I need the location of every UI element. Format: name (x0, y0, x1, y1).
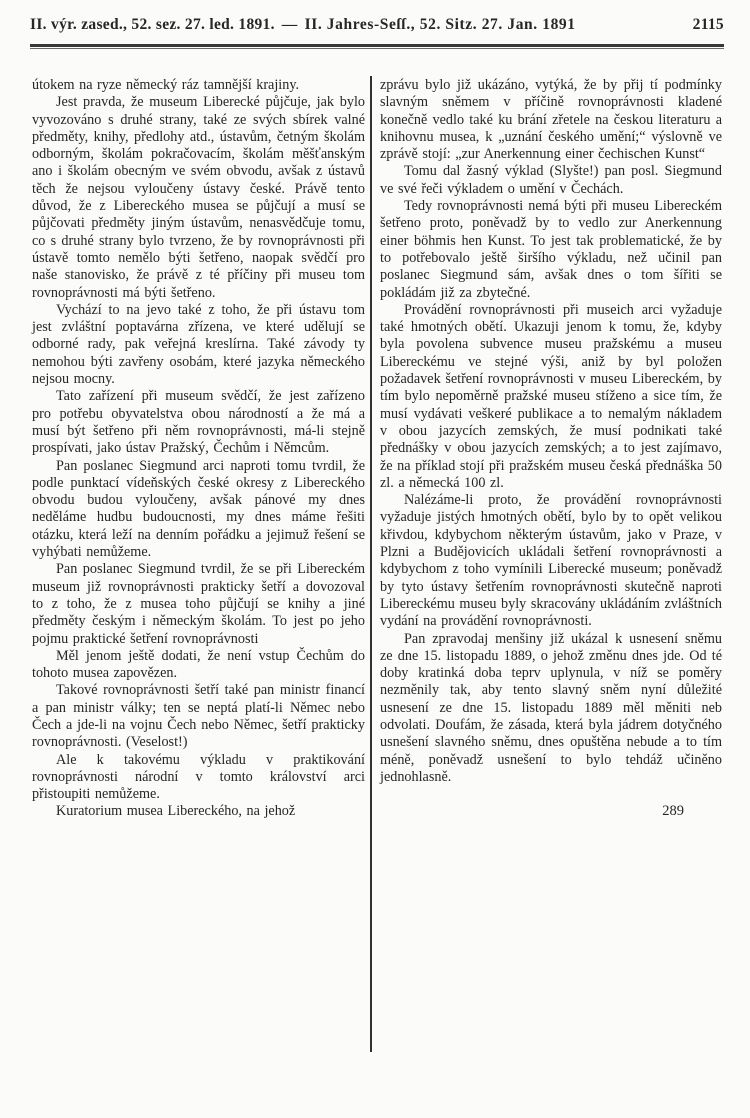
paragraph: Měl jenom ještě dodati, že není vstup Čechům do tohoto musea zapovězen. (32, 647, 365, 682)
header-czech-session: II. výr. zased., 52. sez. 27. led. 1891. (30, 16, 275, 33)
paragraph: Pan poslanec Siegmund arci naproti tomu tvrdil, že podle punktací vídeňských české okresy z Libereckého obvodu budou vyloučeny, avšak pánové my dnes neděláme hudbu budoucnosti, my dnes máme řešiti otázku, která leží na denním pořádku a jejimuž řešení se vyhýbati nemůžeme. (32, 457, 365, 561)
header-rule (30, 44, 724, 48)
left-column (32, 77, 365, 821)
column-divider (370, 76, 372, 1052)
paragraph: Pan zpravodaj menšiny již ukázal k usnesení sněmu ze dne 15. listopadu 1889, o jehož změnu dnes jde. Od té doby kratinká doba teprv uplynula, v níž se poměry nezměnily tak, aby tento slavný sněm nyní důležité usnesení ze dne 15. listopadu 1889 měl měniti neb odvolati. Doufám, že zásada, která byla jádrem dotyčného usnešení slavného sněmu, dnes opuštěna nebude a to tím méně, poněvadž usnešení to bylo tehdáž učiněno jednohlasně. (380, 630, 722, 785)
header-german-session: II. Jahres-Seſſ., 52. Sitz. 27. Jan. 1891 (304, 16, 576, 33)
paragraph: Kuratorium musea Libereckého, na jehož (56, 803, 296, 820)
header-separator: — (281, 16, 298, 33)
paragraph: Tedy rovnoprávnosti nemá býti při museu Libereckém šetřeno proto, poněvadž by to vedlo zur Anerkennung einer böhmis hen Kunst. To jest tak problematické, že by to potřebovalo ještě širšího výkladu, než učinil pan poslanec Siegmund sám, avšak dnes o tom šířiti se pokládám již za zbytečné. (380, 198, 722, 301)
paragraph: útokem na ryze německý ráz tamnější krajiny. (32, 77, 300, 93)
running-header (30, 16, 724, 34)
paragraph: Tomu dal žasný výklad (Slyšte!) pan posl. Siegmund ve své řeči výkladem o umění v Čechách. (380, 163, 722, 197)
paragraph: Takové rovnoprávnosti šetří také pan ministr financí a pan ministr války; ten se neptá platí-li Němec nebo Čech a jde-li na vojnu Čech nebo Němec, šetří prakticky rovnoprávnosti. (Veselost!) (32, 682, 365, 751)
sheet-signature-number: 289 (662, 803, 684, 820)
paragraph: Pan poslanec Siegmund tvrdil, že se při Libereckém museum již rovnoprávnosti prakticky šetří a dovozoval to z toho, že z musea toho půjčují se knihy a jiné předměty českým i německým školám. To jest po jeho pojmu praktické šetření rovnoprávnosti (32, 561, 365, 647)
paragraph: Nalézáme-li proto, že provádění rovnoprávnosti vyžaduje jistých hmotných obětí, bylo by to opět velikou křivdou, kdybychom některým ústavům, jako v Praze, v Plzni a Budějovicích ukládali šetření rovnoprávnosti a kdybychom z toho vymínili Liberecké museum; poněvadž by tyto ústavy šetřením rovnoprávnosti skutečně naproti Libereckému museu byly skracovány ukládáním zvláštních vydání na provádění rovnoprávnosti. (380, 492, 722, 630)
right-column (380, 77, 722, 820)
paragraph: Tato zařízení při museum svědčí, že jest zařízeno pro potřebu obyvatelstva obou národností a že má a musí být šetřeno při něm rovnoprávnosti, má-li stejně prospívati, jako ústav Pražský, Čechům i Němcům. (32, 388, 365, 457)
paragraph: Jest pravda, že museum Liberecké půjčuje, jak bylo vyvozováno s druhé strany, také ze svých sbírek valné předměty, knihy, předlohy atd., ústavům, četným školám odborným, školám pokračovacím, školám měšťanským ano i školám obecným ve svém obvodu, avšak z ústavů těch že nejsou vyloučeny ústavy české. Právě tento důvod, že z Libereckého musea se půjčují a musí se půjčovati předměty jiným ústavům, nenasvědčuje tomu, co s druhé strany bylo tvrzeno, že by rovnoprávnosti při ústavě tomto nemělo býti šetřeno, naopak svědčí pro naše stanovisko, že právě z té příčiny při museu tom rovnoprávnosti má býti šetřeno. (32, 94, 365, 301)
paragraph: Vychází to na jevo také z toho, že při ústavu tom jest zvláštní poptavárna zřízena, ve které udělují se odborné rady, pak veřejná kreslírna. Také závody ty nemohou býti zavřeny osobám, které jazyka německého nejsou mocny. (32, 301, 365, 388)
paragraph: Provádění rovnoprávnosti při museich arci vyžaduje také hmotných obětí. Ukazuji jenom k tomu, že, kdyby byla povolena subvence museu pražskému a museu Libereckému ve stejné výši, aniž by byl položen požadavek šetření rovnoprávnosti v museu Libereckém, by tím bylo nepoměrně pražské museu stíženo a sice tím, že musí vydávati veškeré publikace a to nemalým nákladem v obou jazycích zemských, že musí podnikati také přednášky v obou jazycích zemských; a to jest zajímavo, že na příklad stojí při pražském museu česká přednáška 50 zl. a německá 100 zl. (380, 301, 722, 491)
paragraph: Ale k takovému výkladu v praktikování rovnoprávnosti národní v tomto království arci přistoupiti nemůžeme. (32, 751, 365, 803)
header-page-number: 2115 (692, 16, 724, 33)
paragraph: zprávu bylo již ukázáno, vytýká, že by přij tí podmínky slavným sněmem v příčině rovnoprávnosti kladené konečně vedlo také ku brání zřetele na českou literaturu a knihovnu musea, k „uznání českého umění;“ výslovně ve zprávě stojí: „zur Anerkennung einer čechischen Kunst“ (380, 77, 722, 163)
